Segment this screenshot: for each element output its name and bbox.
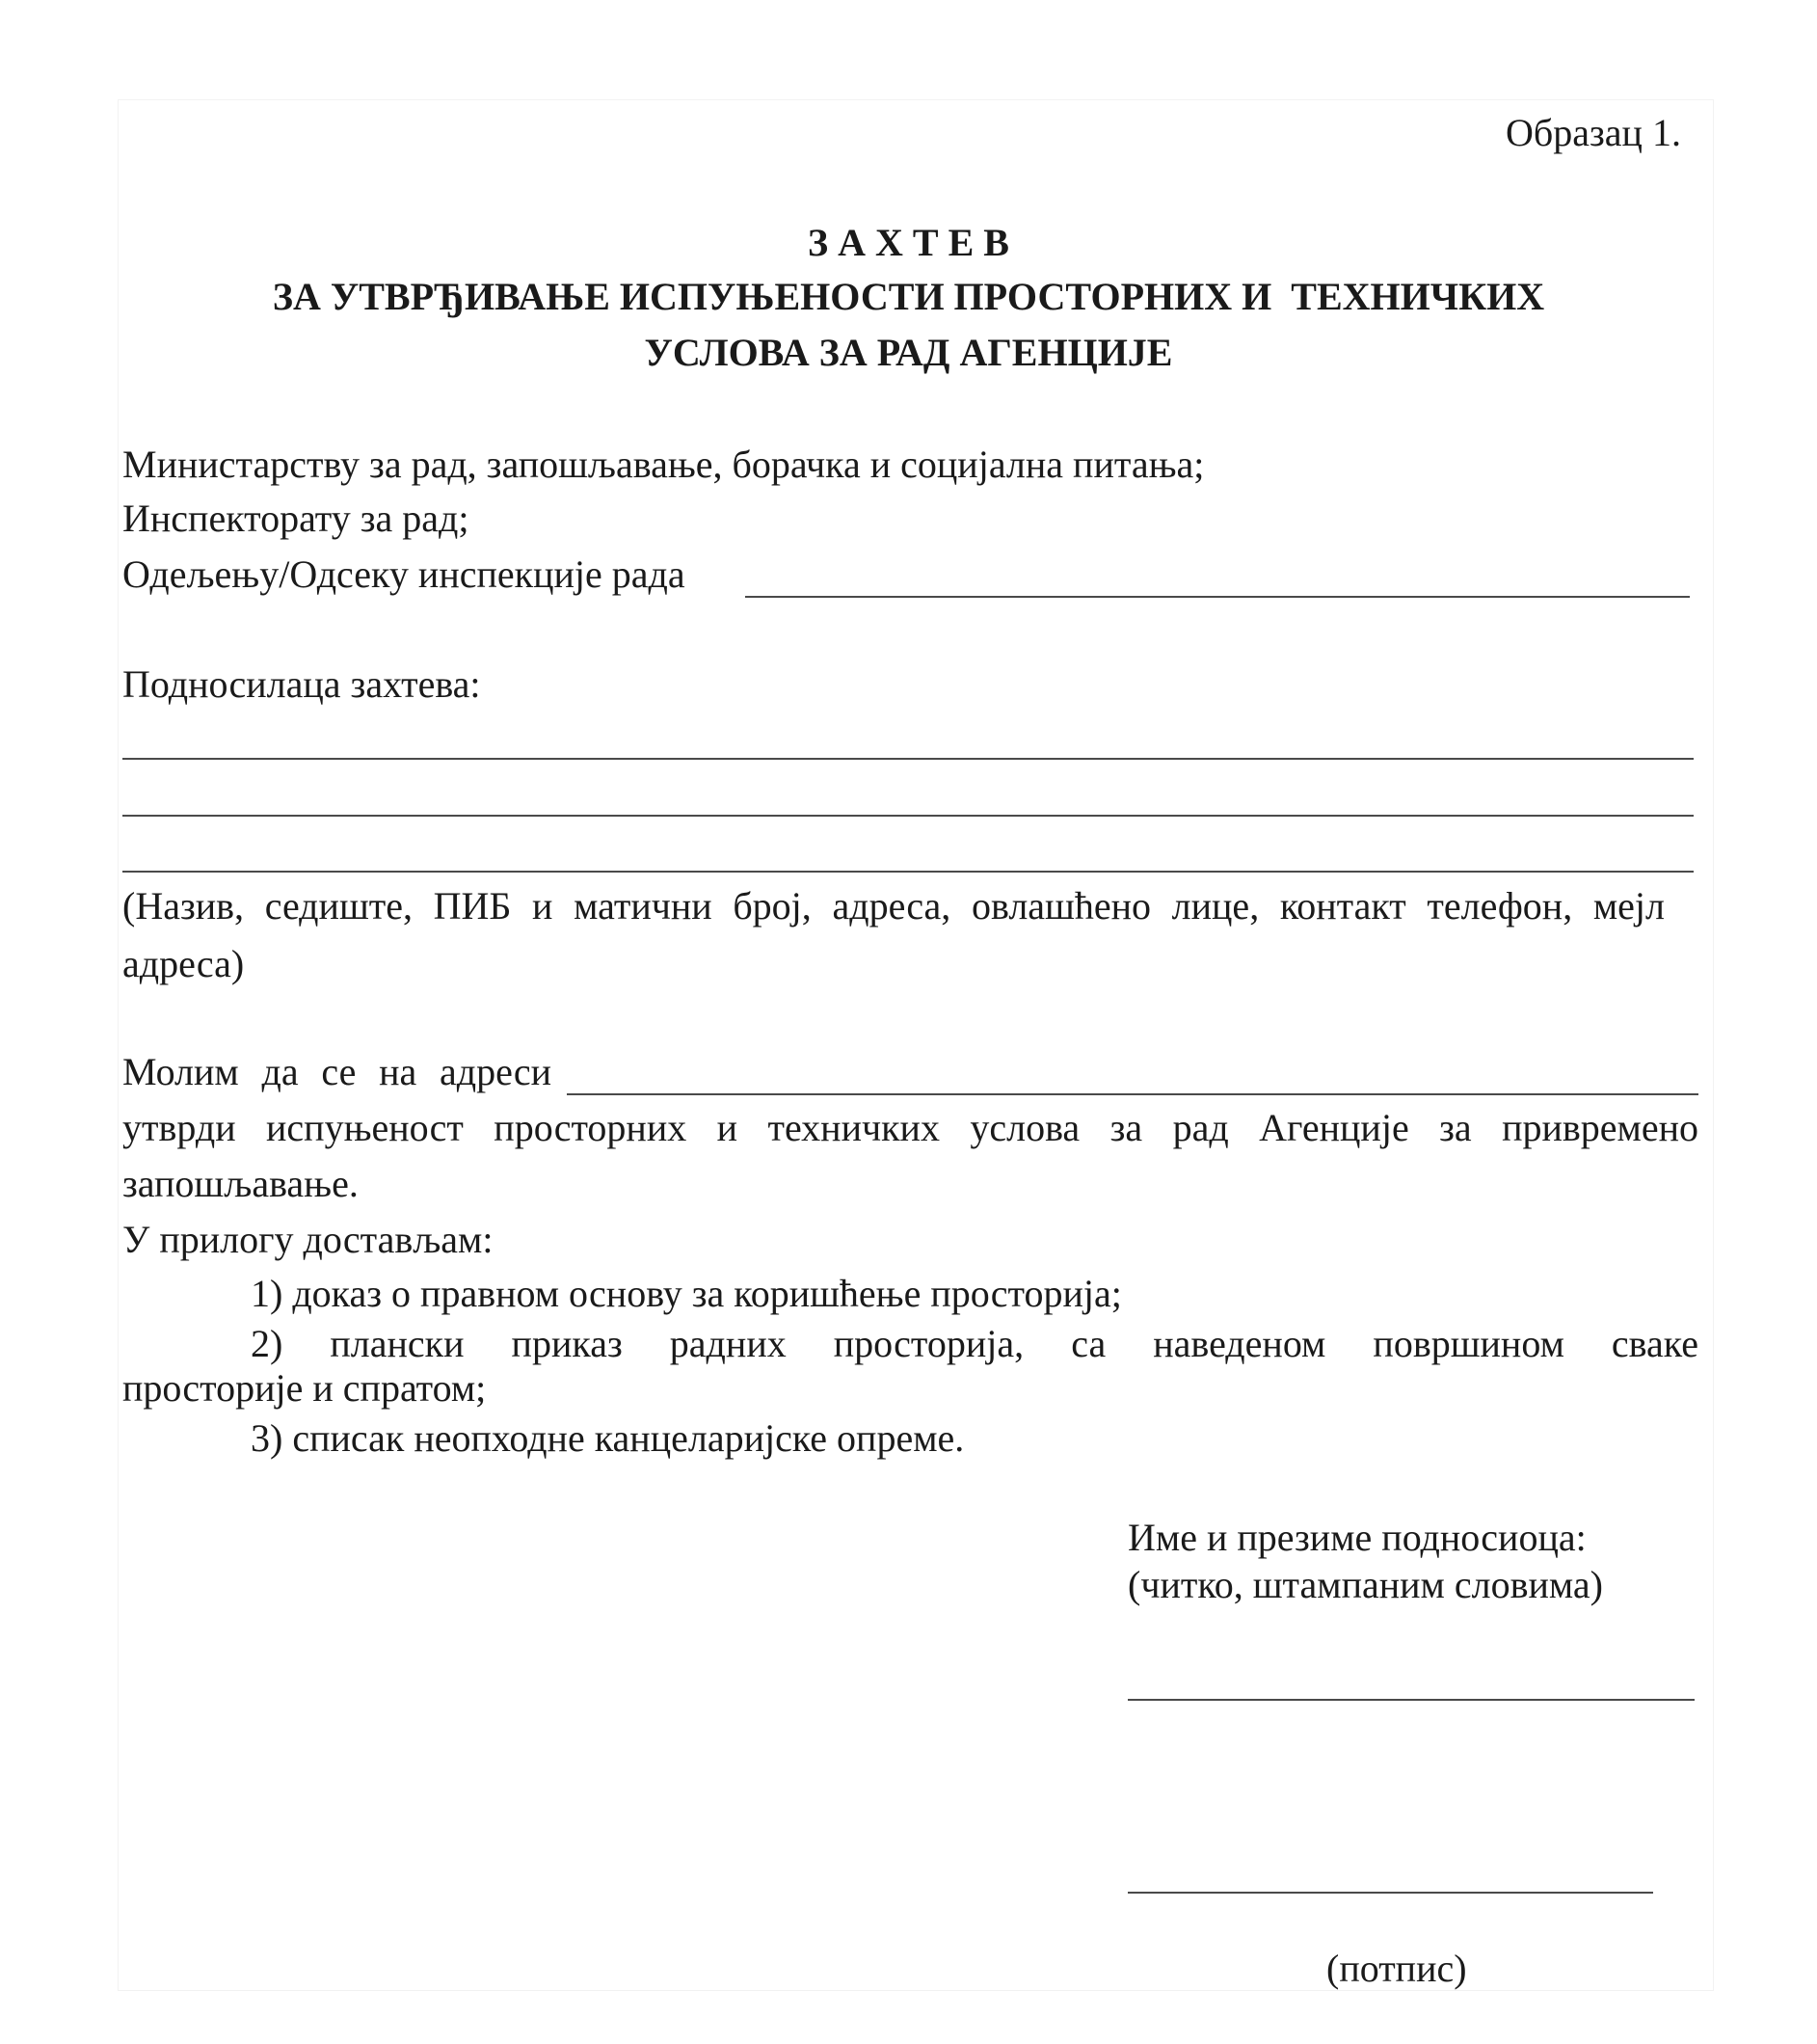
signature-field[interactable] — [1128, 1892, 1653, 1894]
request-address-field[interactable] — [567, 1093, 1698, 1095]
applicant-label: Подносилаца захтева: — [122, 662, 481, 706]
request-text-line2: запошљавање. — [122, 1162, 359, 1205]
heading-subtitle-line2: УСЛОВА ЗА РАД АГЕНЦИЈЕ — [644, 331, 1173, 374]
signature-name-field[interactable] — [1128, 1699, 1695, 1701]
applicant-field-line1[interactable] — [122, 758, 1694, 760]
applicant-field-line2[interactable] — [122, 815, 1694, 817]
attachment-item-2-line2: просторије и спратом; — [122, 1366, 487, 1410]
heading-title: З А Х Т Е В — [808, 221, 1009, 264]
attachment-item-2-line1: 2) плански приказ радних просторија, са наведеном површином сваке — [251, 1322, 1698, 1365]
request-address-label: Молим да се на адреси — [122, 1050, 551, 1093]
addressee-ministry: Министарству за рад, запошљавање, борачка и социјална питања; — [122, 443, 1205, 486]
addressee-department-label: Одељењу/Одсеку инспекције рада — [122, 552, 685, 596]
signature-caption: (потпис) — [1326, 1947, 1467, 1990]
signature-name-hint: (читко, штампаним словима) — [1128, 1563, 1603, 1606]
applicant-hint-line1: (Назив, седиште, ПИБ и матични број, адреса, овлашћено лице, контакт телефон, мејл — [122, 884, 1665, 928]
applicant-field-line3[interactable] — [122, 871, 1694, 873]
form-number: Образац 1. — [1506, 111, 1681, 154]
signature-name-label: Име и презиме подносиоца: — [1128, 1516, 1587, 1559]
form-sheet — [118, 99, 1714, 1991]
applicant-hint-line2: адреса) — [122, 942, 245, 985]
department-field[interactable] — [745, 596, 1690, 598]
attachment-item-1: 1) доказ о правном основу за коришћење просторија; — [251, 1272, 1122, 1315]
heading-subtitle-line1: ЗА УТВРЂИВАЊЕ ИСПУЊЕНОСТИ ПРОСТОРНИХ И ТЕХНИЧКИХ — [272, 275, 1545, 318]
addressee-inspectorate: Инспекторату за рад; — [122, 497, 469, 540]
request-text-line1: утврди испуњеност просторних и техничких услова за рад Агенције за привремено — [122, 1106, 1698, 1149]
attachment-item-3: 3) списак неопходне канцеларијске опреме. — [251, 1416, 965, 1460]
attachments-label: У прилогу достављам: — [122, 1218, 494, 1261]
